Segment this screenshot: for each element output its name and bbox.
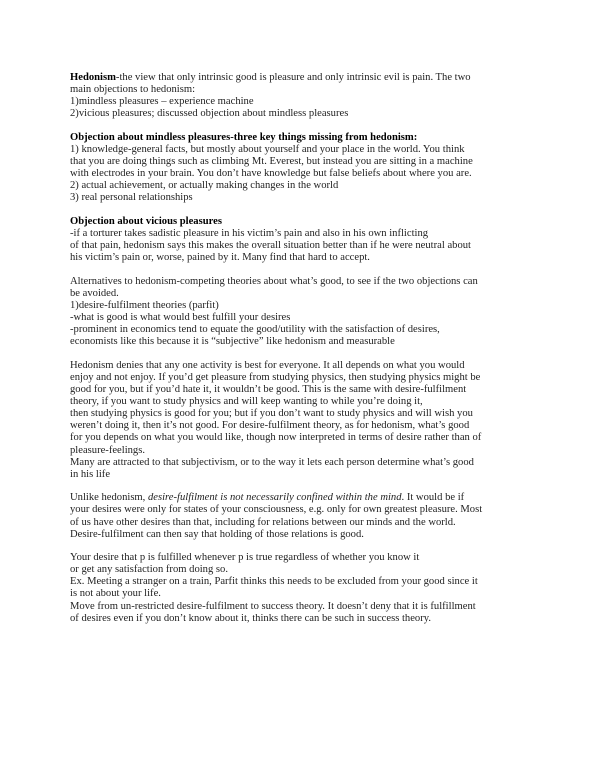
text-line: Your desire that p is fulfilled whenever p is true regardless of whether you know it — [70, 552, 420, 564]
mindless-pleasures-section — [70, 132, 530, 205]
text-line: Many are attracted to that subjectivism, or to the way it lets each person determine what’s good — [70, 456, 474, 468]
text-line: 1)desire-fulfilment theories (parfit) — [70, 300, 219, 311]
text-span: . It would be if — [401, 492, 465, 504]
text-line: weren’t doing it, then it’s not good. For desire-fulfilment theory, as for hedonism, what’s good — [70, 420, 470, 432]
text-line: with electrodes in your brain. You don’t have knowledge but false beliefs about where you are. — [70, 168, 472, 180]
hedonism-term: Hedonism — [70, 72, 116, 83]
text-line — [70, 492, 530, 504]
text-line: Move from un-restricted desire-fulfilment to success theory. It doesn’t deny that it is fulfillment — [70, 600, 476, 612]
text-line — [70, 72, 530, 84]
text-line: be avoided. — [70, 287, 119, 299]
text-line: in his life — [70, 468, 111, 480]
text-line: 1) knowledge-general facts, but mostly about yourself and your place in the world. You think — [70, 143, 465, 155]
text-line: economists like this because it is “subjective” like hedonism and measurable — [70, 336, 395, 348]
alternatives-paragraph — [70, 276, 530, 349]
beyond-mind-paragraph — [70, 492, 530, 540]
text-line: main objections to hedonism: — [70, 84, 196, 96]
section-heading: Objection about mindless pleasures-three key things missing from hedonism: — [70, 131, 418, 143]
text-line: your desires were only for states of your consciousness, e.g. only for own greatest pleasure. Most — [70, 504, 483, 516]
document-page — [70, 72, 530, 625]
text-line: is not about your life. — [70, 588, 161, 600]
text-line: of desires even if you don’t know about it, thinks there can be such in success theory. — [70, 612, 431, 624]
definition-text: -the view that only intrinsic good is pleasure and only intrinsic evil is pain. The two — [115, 72, 471, 83]
text-line: that you are doing things such as climbing Mt. Everest, but instead you are sitting in a machine — [70, 156, 473, 168]
hedonism-definition-paragraph — [70, 72, 530, 120]
text-span: Unlike hedonism, — [70, 492, 148, 504]
text-line: Hedonism denies that any one activity is best for everyone. It all depends on what you would — [70, 359, 465, 371]
section-heading: Objection about vicious pleasures — [70, 215, 222, 227]
text-line: good for you, but if you’d hate it, it wouldn’t be good. This is the same with desire-fulfilment — [70, 384, 467, 396]
subjectivism-paragraph — [70, 360, 530, 481]
text-line: Desire-fulfilment can then say that holding of those relations is good. — [70, 528, 364, 540]
text-line: his victim’s pain or, worse, pained by it. Many find that hard to accept. — [70, 252, 370, 264]
success-theory-paragraph — [70, 552, 530, 625]
text-line: 1)mindless pleasures – experience machine — [70, 96, 254, 108]
text-line: theory, if you want to study physics and will keep wanting to while you’re doing it, — [70, 396, 423, 408]
text-line: of us have other desires than that, including for relations between our minds and the world. — [70, 516, 456, 528]
text-line: Ex. Meeting a stranger on a train, Parfit thinks this needs to be excluded from your good since it — [70, 576, 478, 588]
text-line: for you depends on what you would like, though now interpreted in terms of desire rather than of — [70, 432, 482, 444]
text-line: -what is good is what would best fulfill your desires — [70, 312, 291, 324]
text-line: pleasure-feelings. — [70, 444, 146, 456]
text-line: Alternatives to hedonism-competing theories about what’s good, to see if the two objections can — [70, 275, 478, 287]
text-line: then studying physics is good for you; but if you don’t want to study physics and will wish you — [70, 408, 473, 420]
emphasized-text: desire-fulfilment is not necessarily confined within the mind — [147, 492, 402, 504]
text-line: 3) real personal relationships — [70, 192, 193, 204]
text-line: enjoy and not enjoy. If you’d get pleasure from studying physics, then studying physics might be — [70, 371, 481, 383]
text-line: -if a torturer takes sadistic pleasure in his victim’s pain and also in his own inflicting — [70, 228, 429, 240]
vicious-pleasures-section — [70, 216, 530, 264]
text-line: 2)vicious pleasures; discussed objection about mindless pleasures — [70, 108, 349, 120]
text-line: of that pain, hedonism says this makes the overall situation better than if he were neutral about — [70, 240, 471, 252]
text-line: 2) actual achievement, or actually making changes in the world — [70, 180, 339, 192]
text-line: -prominent in economics tend to equate the good/utility with the satisfaction of desires, — [70, 324, 440, 336]
text-line: or get any satisfaction from doing so. — [70, 564, 228, 576]
